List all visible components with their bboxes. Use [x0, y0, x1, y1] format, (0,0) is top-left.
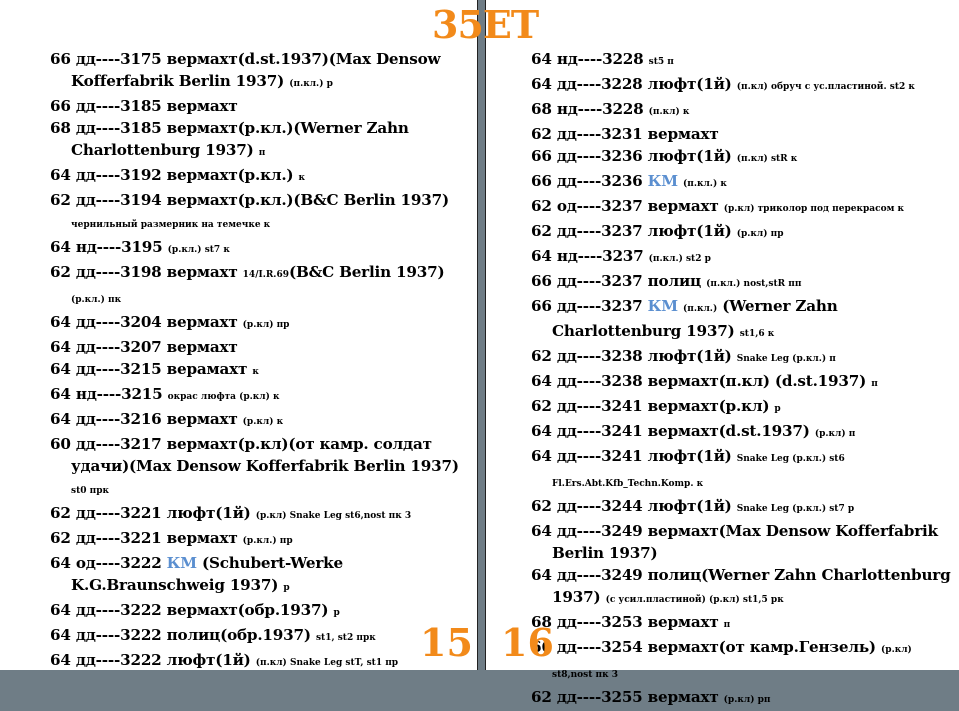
entry-note: st0 прк [71, 486, 109, 496]
entry-line [531, 98, 954, 123]
entry-main: 64 дд----3215 верамахт [50, 360, 248, 378]
right-entries [531, 48, 954, 711]
entry-note: (р.кл) Snake Leg st6,nost пк 3 [255, 511, 412, 521]
entry-line [50, 649, 471, 674]
entry-main: 64 дд----3222 вермахт(обр.1937) [50, 601, 329, 619]
entry-note: п [871, 379, 878, 389]
entry-note: Snake Leg (р.кл.) st7 р [736, 504, 855, 514]
entry-main-cont: (Schubert-Werke K.G.Braunschweig 1937) [71, 554, 343, 594]
entry-main: 64 дд----3207 вермахт [50, 338, 238, 356]
entry-note: р [774, 404, 781, 414]
entry-km-mark: КМ [166, 554, 197, 572]
entry-line [50, 433, 471, 502]
entry-main: 66 дд----3236 люфт(1й) [531, 147, 732, 165]
entry-note: (р.кл.) st7 к [167, 245, 230, 255]
entry-line [531, 495, 954, 520]
entry-note: (р.кл) к [242, 417, 284, 427]
entry-note-cont: (р.кл.) пк [71, 295, 122, 305]
entry-line [531, 686, 954, 711]
entry-main-cont: (B&C Berlin 1937) [288, 263, 445, 281]
entry-note: st1, st2 прк [315, 633, 376, 643]
entry-note: (р.кл) пр [242, 320, 290, 330]
entry-note: окрас люфта (р.кл) к [167, 392, 280, 402]
entry-note-cont: st1,6 к [739, 329, 775, 339]
entry-main: 66 дд----3175 вермахт(d.st.1937)(Max Densow Kofferfabrik Berlin 1937) [50, 50, 441, 90]
right-page [485, 0, 959, 706]
entry-line [50, 624, 471, 649]
entry-note: (п.кл.) nost,stR пп [706, 279, 802, 289]
entry-line [50, 358, 471, 383]
entry-note: (с усил.пластиной) (р.кл) st1,5 рк [605, 595, 784, 605]
entry-note: п [723, 620, 731, 630]
entry-line [531, 170, 954, 195]
entry-note: (р.кл.) пр [242, 536, 293, 546]
entry-main: 62 дд----3221 люфт(1й) [50, 504, 251, 522]
entry-line [50, 189, 471, 236]
entry-note: к [298, 173, 306, 183]
entry-main: 62 дд----3244 люфт(1й) [531, 497, 732, 515]
entry-main: 62 дд----3194 вермахт(р.кл.)(B&C Berlin 1937) [50, 191, 449, 209]
entry-main: 66 дд----3254 вермахт(от камр.Гензель) [531, 638, 876, 656]
entry-main: 60 дд----3217 вермахт(р.кл)(от камр. солдат удачи)(Max Densow Kofferfabrik Berlin 1937) [50, 435, 459, 475]
entry-main: 66 дд----3237 полиц [531, 272, 702, 290]
entry-main: 62 дд----3231 вермахт [531, 125, 719, 143]
entry-line [531, 245, 954, 270]
entry-main: 64 дд----3222 люфт(1й) [50, 651, 251, 669]
entry-main: 66 дд----3237 [531, 297, 643, 315]
entry-line [531, 48, 954, 73]
entry-note: (р.кл) st8,nost пк 3 [552, 645, 912, 680]
entry-line [50, 336, 471, 358]
entry-line [50, 261, 471, 311]
entry-main: 64 дд----3222 полиц(обр.1937) [50, 626, 311, 644]
entry-note: (р.кл) триколор под перекрасом к [723, 204, 905, 214]
entry-main: 64 нд----3215 [50, 385, 163, 403]
entry-main: 64 дд----3238 вермахт(п.кл) (d.st.1937) [531, 372, 867, 390]
entry-note: р [333, 608, 340, 618]
entry-note: 14/I.R.69 [242, 270, 289, 280]
entry-main: 62 дд----3238 люфт(1й) [531, 347, 732, 365]
entry-line [531, 611, 954, 636]
left-entries [50, 48, 471, 674]
entry-main: 64 дд----3204 вермахт [50, 313, 238, 331]
entry-main: 62 дд----3221 вермахт [50, 529, 238, 547]
entry-note: (п.кл) к [648, 107, 690, 117]
entry-line [531, 445, 954, 495]
entry-line [531, 195, 954, 220]
entry-line [531, 145, 954, 170]
entry-main: 62 од----3237 вермахт [531, 197, 719, 215]
right-page-number: 16 [501, 620, 554, 665]
entry-line [50, 95, 471, 117]
entry-note: Snake Leg (р.кл.) st6 Fl.Ers.Abt.Kfb_Techn.Komp. к [552, 454, 845, 489]
entry-line [50, 599, 471, 624]
entry-line [50, 311, 471, 336]
entry-note: (р.кл) пр [736, 229, 784, 239]
entry-note: (п.кл) stR к [736, 154, 798, 164]
entry-line [531, 345, 954, 370]
entry-main: 64 дд----3249 полиц(Werner Zahn Charlottenburg 1937) [531, 566, 951, 606]
entry-note: к [252, 367, 259, 377]
entry-main: 62 дд----3241 вермахт(р.кл) [531, 397, 770, 415]
document-title: 35ET [432, 2, 539, 47]
entry-note: (п.кл.) р [289, 79, 333, 89]
entry-note-cont: р [283, 583, 290, 593]
entry-line [531, 73, 954, 98]
entry-line [50, 164, 471, 189]
entry-main: 62 дд----3198 вермахт [50, 263, 238, 281]
entry-main: 64 дд----3228 люфт(1й) [531, 75, 732, 93]
entry-main: 64 нд----3195 [50, 238, 163, 256]
entry-main: 68 дд----3185 вермахт(р.кл.)(Werner Zahn Charlottenburg 1937) [50, 119, 409, 159]
left-page [0, 0, 478, 670]
entry-main: 66 дд----3236 [531, 172, 643, 190]
entry-line [50, 383, 471, 408]
entry-line [50, 117, 471, 164]
entry-line [531, 295, 954, 345]
entry-main: 64 дд----3241 люфт(1й) [531, 447, 732, 465]
entry-main: 62 дд----3237 люфт(1й) [531, 222, 732, 240]
entry-line [50, 408, 471, 433]
entry-main: 68 дд----3253 вермахт [531, 613, 719, 631]
entry-km-mark: КМ [647, 297, 678, 315]
entry-line [531, 395, 954, 420]
entry-main: 64 дд----3241 вермахт(d.st.1937) [531, 422, 810, 440]
entry-main: 64 нд----3237 [531, 247, 644, 265]
entry-line [50, 48, 471, 95]
entry-line [531, 636, 954, 686]
entry-note: (п.кл.) к [682, 179, 727, 189]
entry-km-mark: КМ [647, 172, 678, 190]
entry-line [50, 502, 471, 527]
entry-line [531, 270, 954, 295]
entry-main: 64 од----3222 [50, 554, 162, 572]
entry-note: чернильный размерник на темечке к [71, 220, 271, 230]
entry-main: 68 нд----3228 [531, 100, 644, 118]
entry-note: (п.кл) обруч с ус.пластиной. st2 к [736, 82, 915, 92]
entry-line [531, 220, 954, 245]
entry-note: (п.кл) Snake Leg stT, st1 пр [255, 658, 399, 668]
entry-note: п [258, 148, 266, 158]
entry-line [531, 564, 954, 611]
entry-note: Snake Leg (р.кл.) п [736, 354, 836, 364]
entry-main: 64 нд----3228 [531, 50, 644, 68]
entry-main: 62 дд----3255 вермахт [531, 688, 719, 706]
entry-line [50, 236, 471, 261]
left-page-number: 15 [420, 620, 473, 665]
entry-main: 64 дд----3192 вермахт(р.кл.) [50, 166, 294, 184]
entry-line [50, 527, 471, 552]
entry-note: (р.кл) п [814, 429, 856, 439]
entry-note: (п.кл.) st2 р [648, 254, 711, 264]
entry-main: 64 дд----3249 вермахт(Max Densow Kofferfabrik Berlin 1937) [531, 522, 938, 562]
entry-line [531, 370, 954, 395]
entry-note: (р.кл) рп [723, 695, 771, 705]
entry-line [531, 520, 954, 564]
entry-line [50, 552, 471, 599]
entry-note: (п.кл.) [682, 304, 718, 314]
entry-line [531, 420, 954, 445]
entry-note: st5 п [648, 57, 674, 67]
entry-main-cont: (Werner Zahn Charlottenburg 1937) [552, 297, 838, 340]
entry-main: 66 дд----3185 вермахт [50, 97, 238, 115]
entry-main: 64 дд----3216 вермахт [50, 410, 238, 428]
entry-line [531, 123, 954, 145]
